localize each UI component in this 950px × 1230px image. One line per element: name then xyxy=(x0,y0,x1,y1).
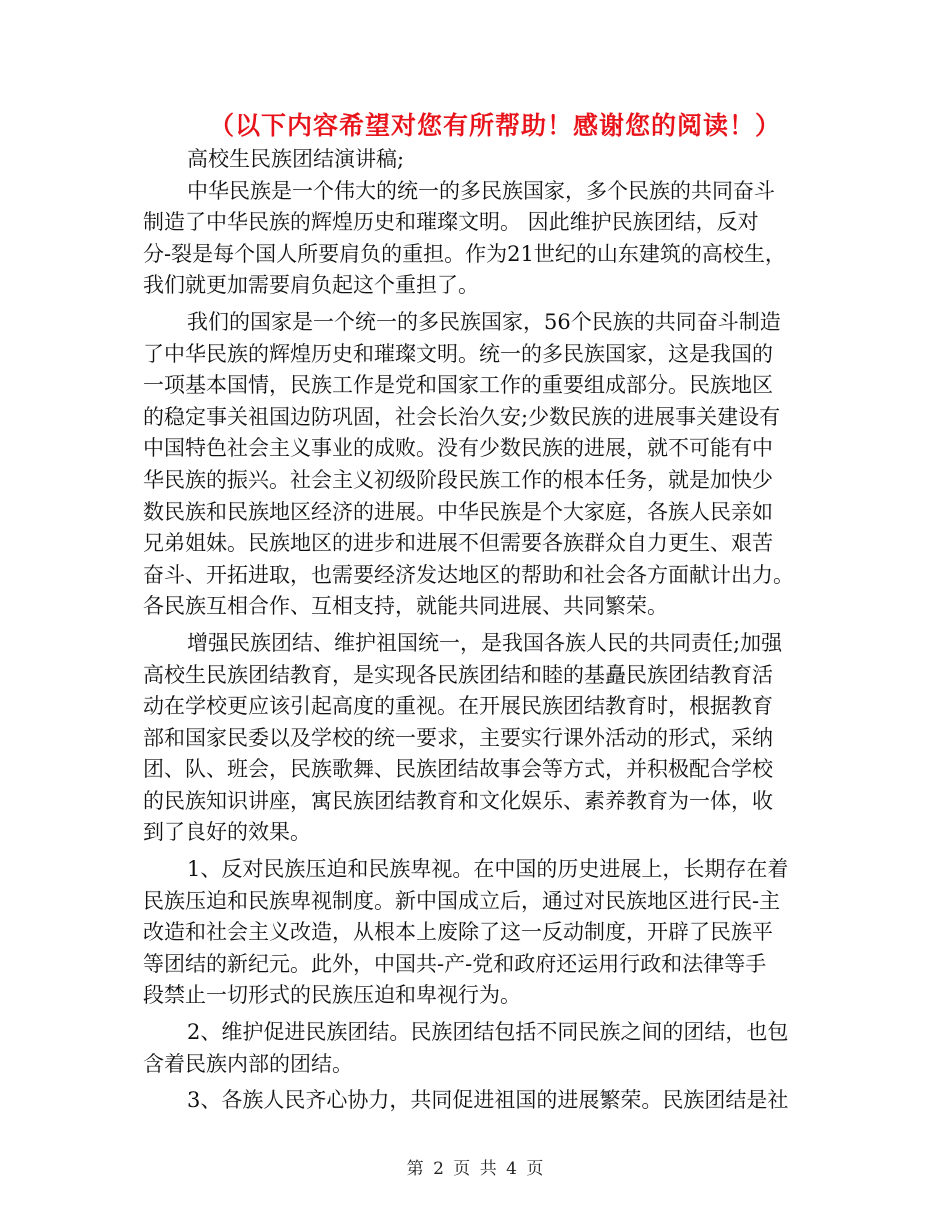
text-line: 的民族知识讲座，寓民族团结教育和文化娱乐、素养教育为一体，收 xyxy=(143,788,773,813)
text-line: 了中华民族的辉煌历史和璀璨文明。统一的多民族国家，这是我国的 xyxy=(143,341,773,366)
total-page-count: 4 xyxy=(506,1159,517,1179)
text-line: 华民族的振兴。社会主义初级阶段民族工作的根本任务，就是加快少 xyxy=(143,467,773,492)
text-line: 民族压迫和民族卑视制度。新中国成立后，通过对民族地区进行民-主 xyxy=(143,888,781,913)
footer-label: 页 xyxy=(526,1159,544,1179)
text-line: 我们就更加需要肩负起这个重担了。 xyxy=(143,273,479,298)
current-page-number: 2 xyxy=(433,1159,444,1179)
text-line: 的稳定事关祖国边防巩固，社会长治久安;少数民族的进展事关建设有 xyxy=(143,404,781,429)
text-line: 部和国家民委以及学校的统一要求，主要实行课外活动的形式，采纳 xyxy=(143,725,773,750)
text-line: 中国特色社会主义事业的成败。没有少数民族的进展，就不可能有中 xyxy=(143,436,773,461)
text-line: 动在学校更应该引起高度的重视。在开展民族团结教育时，根据教育 xyxy=(143,694,773,719)
text-line: 奋斗、开拓进取，也需要经济发达地区的帮助和社会各方面献计出力。 xyxy=(143,562,794,587)
paragraph-6 xyxy=(143,1085,823,1117)
text-line: 段禁止一切形式的民族压迫和卑视行为。 xyxy=(143,983,521,1008)
text-line: 高校生民族团结教育，是实现各民族团结和睦的基矗民族团结教育活 xyxy=(143,662,773,687)
paragraph-5 xyxy=(143,1017,823,1080)
text-line: 一项基本国情，民族工作是党和国家工作的重要组成部分。民族地区 xyxy=(143,373,773,398)
text-line: 2、维护促进民族团结。民族团结包括不同民族之间的团结，也包 xyxy=(187,1020,789,1045)
text-line: 各民族互相合作、互相支持，就能共同进展、共同繁荣。 xyxy=(143,594,668,619)
text-line: 到了良好的效果。 xyxy=(143,820,311,845)
paragraph-3 xyxy=(143,628,823,849)
text-line: 团、队、班会，民族歌舞、民族团结故事会等方式，并积极配合学校 xyxy=(143,757,773,782)
document-body xyxy=(143,144,823,1117)
text-line: 1、反对民族压迫和民族卑视。在中国的历史进展上，长期存在着 xyxy=(187,857,789,882)
text-line: 3、各族人民齐心协力，共同促进祖国的进展繁荣。民族团结是社 xyxy=(187,1088,789,1113)
paragraph-4 xyxy=(143,854,823,1012)
paragraph-1 xyxy=(143,176,823,302)
text-line: 等团结的新纪元。此外，中国共-产-党和政府还运用行政和法律等手 xyxy=(143,951,767,976)
footer-label: 第 xyxy=(406,1159,424,1179)
footer-label: 共 xyxy=(479,1159,497,1179)
text-line: 改造和社会主义改造，从根本上废除了这一反动制度，开辟了民族平 xyxy=(143,920,773,945)
text-line: 我们的国家是一个统一的多民族国家，56个民族的共同奋斗制造 xyxy=(187,309,781,334)
title-line: 高校生民族团结演讲稿; xyxy=(187,147,405,171)
text-line: 数民族和民族地区经济的进展。中华民族是个大家庭，各族人民亲如 xyxy=(143,499,773,524)
text-line: 增强民族团结、维护祖国统一，是我国各族人民的共同责任;加强 xyxy=(187,630,783,655)
notice-header: （以下内容希望对您有所帮助！感谢您的阅读！） xyxy=(208,111,781,140)
text-line: 兄弟姐妹。民族地区的进步和进展不但需要各族群众自力更生、艰苦 xyxy=(143,531,773,556)
footer-label: 页 xyxy=(453,1159,471,1179)
text-line: 制造了中华民族的辉煌历史和璀璨文明。 因此维护民族团结，反对 xyxy=(143,210,759,235)
text-line: 分-裂是每个国人所要肩负的重担。作为21世纪的山东建筑的高校生， xyxy=(143,241,786,266)
page-footer xyxy=(0,1154,950,1179)
paragraph-2 xyxy=(143,307,823,623)
text-line: 中华民族是一个伟大的统一的多民族国家，多个民族的共同奋斗 xyxy=(187,178,775,203)
text-line: 含着民族内部的团结。 xyxy=(143,1051,353,1076)
